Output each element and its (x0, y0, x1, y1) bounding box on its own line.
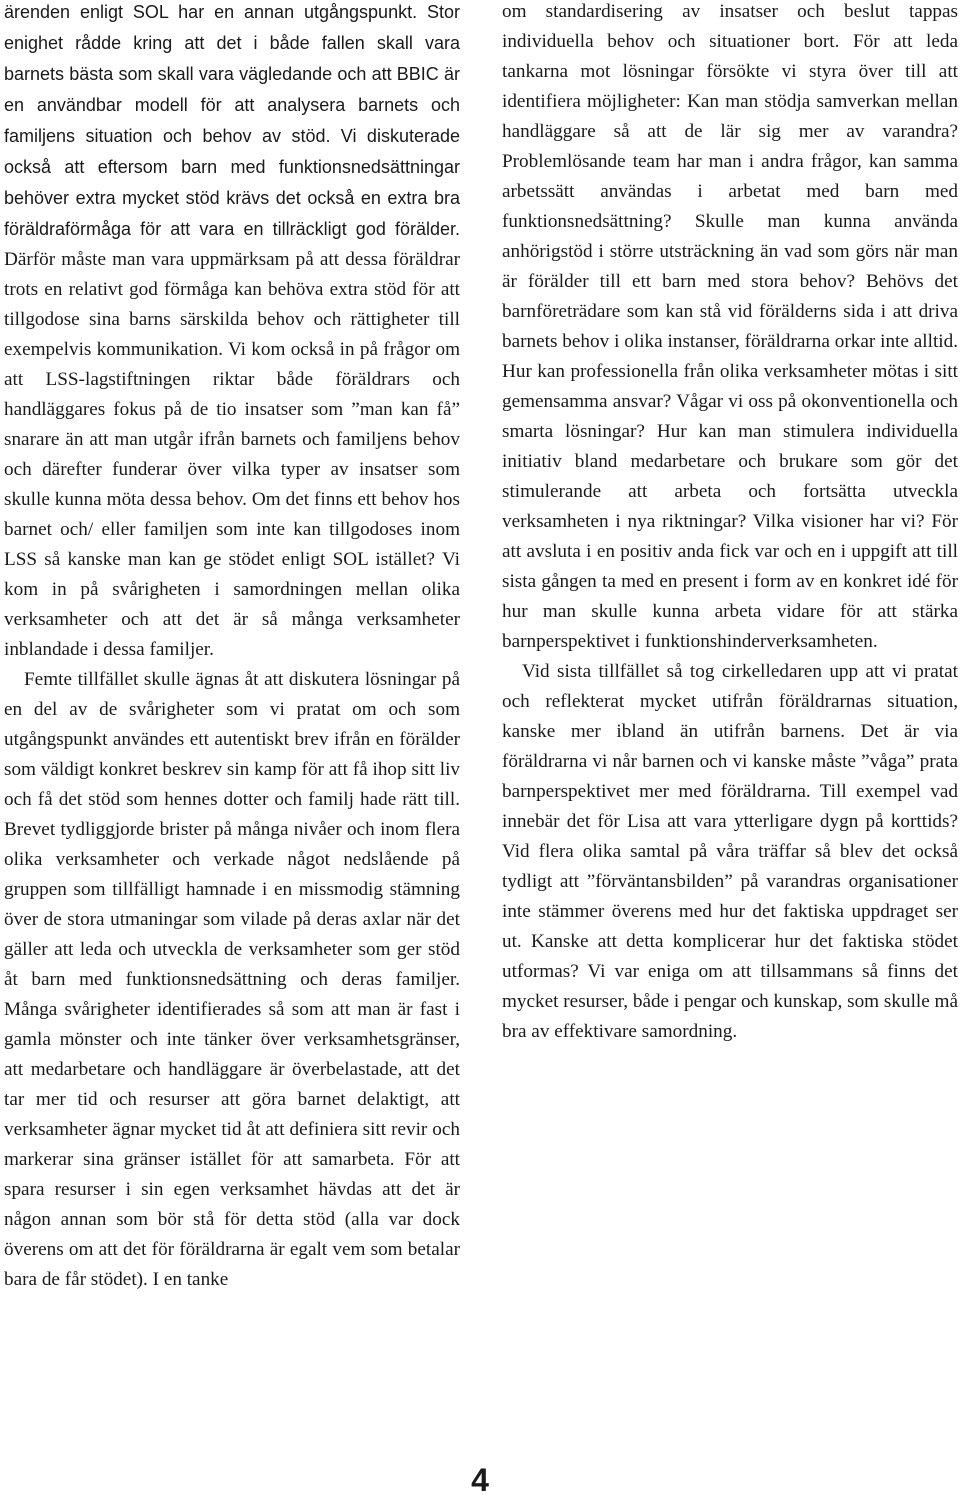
right-paragraph-2: Vid sista tillfället så tog cirkelledaren upp att vi pratat och reflekterat mycket utifrån föräldrarnas situation, kanske mer ibland än utifrån barnens. Det är via föräldrarna vi når barnen och vi kanske måste ”våga” prata barnperspektivet mer med föräldrarna. Till exempel vad innebär det för Lisa att vara ytterligare dygn på korttids? Vid flera olika samtal på våra träffar så blev det också tydligt att ”förväntansbilden” på varandras organisationer inte stämmer överens med hur det faktiska uppdraget ser ut. Kanske att detta komplicerar hur det faktiska stödet utformas? Vi var eniga om att tillsammans så finns det mycket resurser, både i pengar och kunskap, som skulle må bra av effektivare samordning. (502, 661, 958, 1042)
left-paragraph-1-sentence-3: Därför måste man vara uppmärksam på att dessa föräldrar trots en relativt god förmåga kan behöva extra stöd för att tillgodose sina barns särskilda behov och rättigheter till exempelvis kommunikation. Vi kom också in på frågor om att LSS-lagstiftningen riktar både föräldrars och handläggares fokus på de tio insatser som ”man kan få” snarare än att man utgår ifrån barnets och familjens behov och därefter funderar över vilka typer av insatser som skulle kunna möta dessa behov. Om det finns ett behov hos barnet och/ eller familjen som inte kan tillgodoses inom LSS så kanske man kan ge stödet enligt SOL istället? Vi kom in på svårigheten i samordningen mellan olika verksamheter och att det är så många verksamheter inblandade i dessa familjer. (4, 249, 460, 660)
right-paragraph-1: om standardisering av insatser och beslut tappas individuella behov och situationer bort. För att leda tankarna mot lösningar försökte vi styra över till att identifiera möjligheter: Kan man stödja samverkan mellan handläggare så att de lär sig mer av varandra? Problemlösande team har man i andra frågor, kan samma arbetssätt användas i arbetat med barn med funktionsnedsättning? Skulle man kunna använda anhörigstöd i större utsträckning än vad som görs när man är förälder till ett barn med stora behov? Behövs det barnföreträdare som kan stå vid förälderns sida i att driva barnets behov i olika instanser, föräldrarna orkar inte alltid. Hur kan professionella från olika verksamheter mötas i sitt gemensamma ansvar? Vågar vi oss på okonventionella och smarta lösningar? Hur kan man stimulera individuella initiativ bland medarbetare och brukare som gör det stimulerande att arbeta och fortsätta utveckla verksamheten i nya riktningar? Vilka visioner har vi? För att avsluta i en positiv anda fick var och en i uppgift att till sista gången ta med en present i form av en konkret idé för hur man skulle kunna arbeta vidare för att stärka barnperspektivet i funktionshinderverksamheten. (502, 1, 958, 652)
right-column (502, 0, 958, 1047)
page-number: 4 (471, 1462, 489, 1498)
left-paragraph-2: Femte tillfället skulle ägnas åt att diskutera lösningar på en del av de svårigheter som vi pratat om och som utgångspunkt användes ett autentiskt brev ifrån en förälder som väldigt konkret beskrev sin kamp för att få ihop sitt liv och få det stöd som hennes dotter och familj hade rätt till. Brevet tydliggjorde brister på många nivåer och inom flera olika verksamheter och verkade något nedslående på gruppen som tillfälligt hamnade i en missmodig stämning över de stora utmaningar som vilade på deras axlar när det gäller att leda och utveckla de verksamheter som ger stöd åt barn med funktionsnedsättning och deras familjer. Många svårigheter identifierades så som att man är fast i gamla mönster och inte tänker över verksamhetsgränser, att medarbetare och handläggare är överbelastade, att det tar mer tid och resurser att göra barnet delaktigt, att verksamheter ägnar mycket tid åt att definiera sitt revir och markerar sina gränser istället för att samarbeta. För att spara resurser i sin egen verksamhet hävdas att det är någon annan som bör stå för detta stöd (alla var dock överens om att det för föräldrarna är egalt vem som betalar bara de får stödet). I en tanke (4, 669, 460, 1290)
left-column (4, 0, 460, 1295)
left-paragraph-1 (4, 0, 460, 665)
left-paragraph-1-sentence-2: Vi diskuterade också att eftersom barn med funktionsnedsättningar behöver extra mycket stöd krävs det också en extra bra föräldraförmåga för att vara en tillräckligt god förälder. (4, 126, 460, 239)
left-paragraph-1-sentence-1: ärenden enligt SOL har en annan utgångspunkt. Stor enighet rådde kring att det i både fallen skall vara barnets bästa som skall vara vägledande och att BBIC är en användbar modell för att analysera barnets och familjens situation och behov av stöd. (4, 2, 460, 146)
